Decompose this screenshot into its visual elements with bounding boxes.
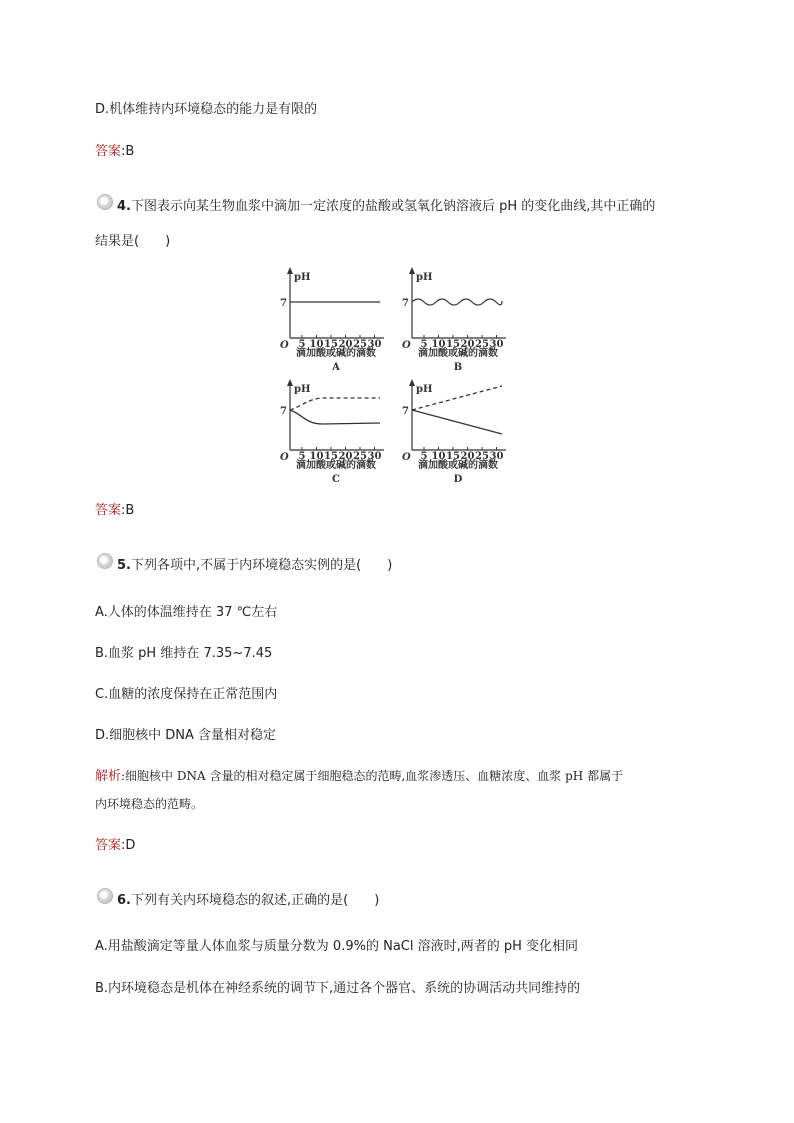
question-bullet-icon [97, 553, 113, 569]
question-text: 下图表示向某生物血浆中滴加一定浓度的盐酸或氢氧化钠溶液后 pH 的变化曲线,其中正确的 [130, 199, 656, 214]
y-tick-7: 7 [402, 298, 409, 309]
q5-analysis-line2: 内环境稳态的范畴。 [95, 797, 204, 811]
y-label: pH [294, 272, 311, 283]
answer-value: :B [121, 503, 135, 518]
x-tick-label: 30 [367, 451, 382, 462]
panel-c [280, 379, 384, 485]
panel-d [402, 379, 506, 485]
question-text: 下列各项中,不属于内环境稳态实例的是( ) [130, 558, 393, 573]
x-tick-label: 30 [489, 451, 504, 462]
x-tick-label: 15 [324, 339, 338, 350]
origin-label: O [402, 340, 411, 351]
y-tick-7: 7 [280, 406, 287, 417]
origin-label: O [280, 340, 289, 351]
panel-label: C [332, 474, 340, 485]
x-tick-label: 20 [338, 339, 353, 350]
panel-b [402, 267, 506, 373]
question-number: 4. [117, 199, 131, 214]
y-tick-7: 7 [402, 406, 409, 417]
q5-option-b: B.血浆 pH 维持在 7.35~7.45 [95, 646, 273, 661]
panel-a [280, 267, 384, 373]
ph-curve-base-dashed [290, 398, 380, 410]
question-number: 6. [117, 893, 131, 908]
origin-label: O [402, 452, 411, 463]
x-tick-label: 15 [324, 451, 338, 462]
x-tick-label: 5 [298, 451, 306, 462]
y-tick-7: 7 [280, 298, 287, 309]
x-tick-label: 25 [353, 339, 367, 350]
x-tick-label: 25 [353, 451, 367, 462]
x-tick-label: 5 [420, 339, 428, 350]
x-tick-label: 30 [489, 339, 504, 350]
question-text: 下列有关内环境稳态的叙述,正确的是( ) [130, 893, 380, 908]
y-label: pH [416, 384, 433, 395]
panel-label: A [332, 362, 340, 373]
x-tick-label: 30 [367, 339, 382, 350]
q5-analysis [95, 767, 623, 786]
y-label: pH [294, 384, 311, 395]
q4-stem [117, 198, 655, 216]
q3-option-d: D.机体维持内环境稳态的能力是有限的 [95, 102, 318, 117]
x-tick-label: 5 [420, 451, 428, 462]
answer-label: 答案 [95, 503, 122, 518]
panel-label: B [453, 362, 463, 373]
q5-answer [95, 837, 135, 855]
q6-option-b: B.内环境稳态是机体在神经系统的调节下,通过各个器官、系统的协调活动共同维持的 [95, 981, 581, 996]
q4-stem-line2: 结果是( ) [95, 234, 171, 249]
x-tick-label: 10 [309, 451, 324, 462]
x-label: 滴加酸或碱的滴数 [296, 460, 376, 471]
q3-answer [95, 143, 134, 161]
answer-label: 答案 [95, 144, 122, 159]
y-label: pH [416, 272, 433, 283]
x-tick-label: 15 [446, 339, 460, 350]
x-tick-label: 20 [460, 451, 475, 462]
y-axis-arrow [409, 267, 415, 274]
panel-label: D [453, 474, 463, 485]
x-label: 滴加酸或碱的滴数 [418, 348, 498, 359]
q6-option-a: A.用盐酸滴定等量人体血浆与质量分数为 0.9%的 NaCl 溶液时,两者的 pH 变化相同 [95, 939, 579, 954]
ph-curve-acid-solid [290, 410, 380, 424]
x-tick-label: 20 [460, 339, 475, 350]
y-axis-arrow [287, 267, 293, 274]
answer-value: :D [121, 838, 136, 853]
x-tick-label: 10 [309, 339, 324, 350]
origin-label: O [280, 452, 289, 463]
y-axis-arrow [287, 379, 293, 386]
q5-stem [117, 557, 392, 575]
analysis-label: 解析 [95, 769, 122, 784]
question-number: 5. [117, 558, 131, 573]
x-label: 滴加酸或碱的滴数 [296, 348, 376, 359]
x-tick-label: 25 [475, 451, 489, 462]
x-tick-label: 20 [338, 451, 353, 462]
question-bullet-icon [97, 194, 113, 210]
x-tick-label: 5 [298, 339, 306, 350]
x-tick-label: 15 [446, 451, 460, 462]
x-tick-label: 10 [431, 339, 446, 350]
q5-option-a: A.人体的体温维持在 37 ℃左右 [95, 605, 278, 620]
y-axis-arrow [409, 379, 415, 386]
q6-stem [117, 892, 379, 910]
ph-line-falling-solid [412, 410, 502, 434]
answer-label: 答案 [95, 838, 122, 853]
x-tick-label: 10 [431, 451, 446, 462]
question-bullet-icon [97, 888, 113, 904]
q4-answer [95, 502, 134, 520]
x-tick-label: 25 [475, 339, 489, 350]
analysis-text-1: :细胞核中 DNA 含量的相对稳定属于细胞稳态的范畴,血浆渗透压、血糖浓度、血浆 pH 都属于 [121, 769, 624, 783]
answer-value: :B [121, 144, 135, 159]
q5-option-c: C.血糖的浓度保持在正常范围内 [95, 687, 278, 702]
ph-curve-wavy [412, 299, 502, 305]
ph-curve-figure [276, 264, 536, 486]
x-label: 滴加酸或碱的滴数 [418, 460, 498, 471]
q5-option-d: D.细胞核中 DNA 含量相对稳定 [95, 728, 277, 743]
